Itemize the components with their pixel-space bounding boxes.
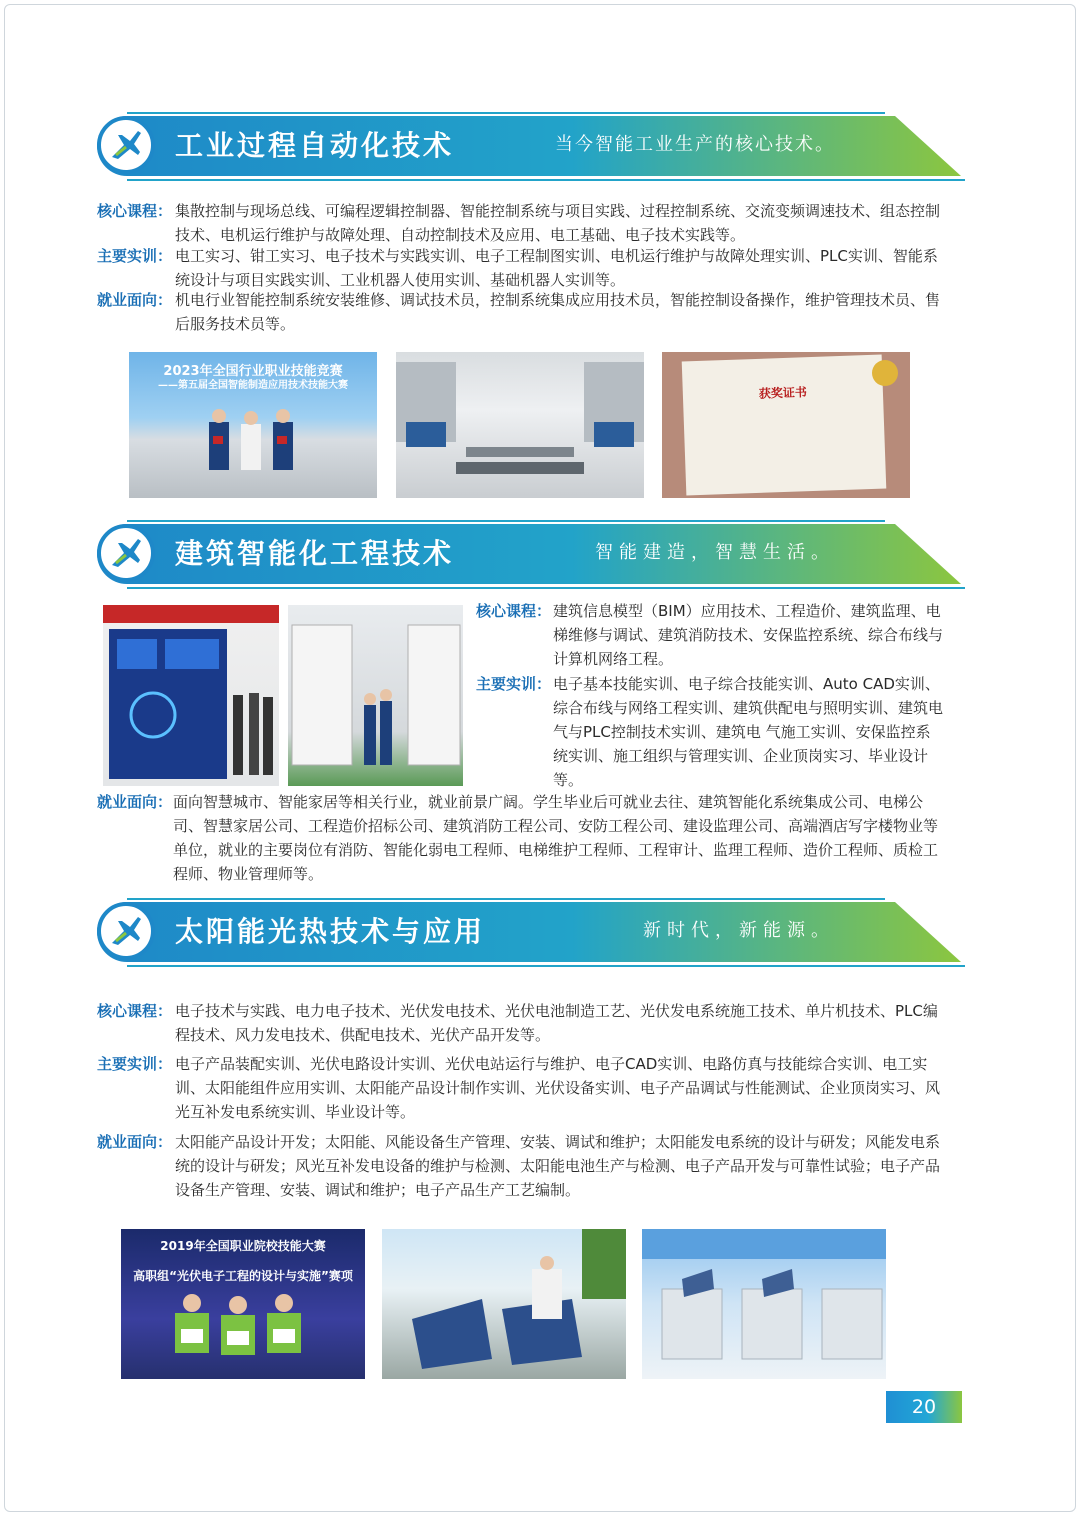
- plane-emblem-icon: [97, 902, 155, 960]
- solar-lab-photo: [642, 1229, 886, 1379]
- core-courses-row: [476, 599, 946, 671]
- section-title: 太阳能光热技术与应用: [175, 915, 486, 948]
- section-banner-building: [95, 520, 965, 590]
- core-courses-text: 建筑信息模型（BIM）应用技术、工程造价、建筑监理、电梯维修与调试、建筑消防技术、安保监控系统、综合布线与计算机网络工程。: [553, 602, 944, 668]
- section-banner-solar: [95, 898, 965, 968]
- switchgear-illustration: [288, 605, 463, 786]
- photo-subcaption: 高职组“光伏电子工程的设计与实施”赛项: [133, 1269, 353, 1283]
- career-row: [97, 790, 947, 886]
- main-training-label: 主要实训：: [97, 247, 173, 265]
- smart-building-screen-photo: [103, 605, 279, 786]
- photo-caption: 2019年全国职业院校技能大赛: [160, 1239, 326, 1253]
- photo-caption: 2023年全国行业职业技能竞赛: [163, 364, 343, 379]
- students-illustration: [121, 1229, 365, 1379]
- career-text: 面向智慧城市、智能家居等相关行业，就业前景广阔。学生毕业后可就业去往、建筑智能化系统集成公司、电梯公司、智慧家居公司、工程造价招标公司、建筑消防工程公司、安防工程公司、建设监理公司、高端酒店写字楼物业等单位，就业的主要岗位有消防、智能化弱电工程师、电梯维护工程师、工程审计、监理工程师、造价工程师、质检工程师、物业管理师等。: [173, 793, 939, 883]
- core-courses-label: 核心课程：: [476, 602, 552, 620]
- section-slogan: 当今智能工业生产的核心技术。: [555, 134, 835, 155]
- main-training-row: [97, 1052, 947, 1124]
- career-row: [97, 288, 947, 336]
- plane-emblem-icon: [97, 524, 155, 582]
- page-number: 20: [886, 1391, 962, 1423]
- plane-emblem-icon: [97, 116, 155, 174]
- lab-illustration: [396, 352, 644, 498]
- lab-illustration: [642, 1229, 886, 1379]
- core-courses-text: 电子技术与实践、电力电子技术、光伏发电技术、光伏电池制造工艺、光伏发电系统施工技术、单片机技术、PLC编程技术、风力发电技术、供配电技术、光伏产品开发等。: [175, 1002, 938, 1044]
- screen-illustration: [103, 605, 279, 786]
- photo-subcaption: ——第五届全国智能制造应用技术技能大赛: [158, 380, 348, 391]
- section-banner-automation: [95, 112, 965, 182]
- career-row: [97, 1130, 947, 1202]
- career-label: 就业面向：: [97, 291, 173, 309]
- section-title: 工业过程自动化技术: [175, 129, 455, 162]
- main-training-text: 电工实习、钳工实习、电子技术与实践实训、电子工程制图实训、电机运行维护与故障处理实训、PLC实训、智能系统设计与项目实践实训、工业机器人使用实训、基础机器人实训等。: [175, 247, 938, 289]
- main-training-label: 主要实训：: [476, 675, 552, 693]
- medal-icon: [872, 360, 898, 386]
- skills-competition-photo: [121, 1229, 365, 1379]
- section-slogan: 智能建造，智慧生活。: [595, 542, 835, 563]
- career-text: 太阳能产品设计开发；太阳能、风能设备生产管理、安装、调试和维护；太阳能发电系统的设计与研发；风能发电系统的设计与研发；风光互补发电设备的维护与检测、太阳能电池生产与检测、电子产品开发与可靠性试验；电子产品设备生产管理、安装、调试和维护；电子产品生产工艺编制。: [175, 1133, 941, 1199]
- career-label: 就业面向：: [97, 793, 173, 811]
- section-title: 建筑智能化工程技术: [175, 537, 455, 570]
- main-training-label: 主要实训：: [97, 1055, 173, 1073]
- career-text: 机电行业智能控制系统安装维修、调试技术员，控制系统集成应用技术员，智能控制设备操作，维护管理技术员、售后服务技术员等。: [175, 291, 941, 333]
- switchgear-photo: [288, 605, 463, 786]
- certificate-title: 获奖证书: [758, 385, 808, 401]
- core-courses-row: [97, 999, 947, 1047]
- students-illustration: [129, 352, 377, 498]
- solar-illustration: [382, 1229, 626, 1379]
- solar-panel-training-photo: [382, 1229, 626, 1379]
- core-courses-label: 核心课程：: [97, 202, 173, 220]
- main-training-row: [97, 244, 947, 292]
- main-training-text: 电子产品装配实训、光伏电路设计实训、光伏电站运行与维护、电子CAD实训、电路仿真与技能综合实训、电工实训、太阳能组件应用实训、太阳能产品设计制作实训、光伏设备实训、电子产品调试与性能测试、企业顶岗实习、风光互补发电系统实训、毕业设计等。: [175, 1055, 941, 1121]
- lab-photo: [396, 352, 644, 498]
- main-training-row: [476, 672, 946, 792]
- certificate-paper: [682, 355, 887, 496]
- career-label: 就业面向：: [97, 1133, 173, 1151]
- certificate-photo: [662, 352, 910, 498]
- core-courses-text: 集散控制与现场总线、可编程逻辑控制器、智能控制系统与项目实践、过程控制系统、交流变频调速技术、组态控制技术、电机运行维护与故障处理、自动控制技术及应用、电工基础、电子技术实践等。: [175, 202, 941, 244]
- main-training-text: 电子基本技能实训、电子综合技能实训、Auto CAD实训、综合布线与网络工程实训、建筑供配电与照明实训、建筑电气与PLC控制技术实训、建筑电 气施工实训、安保监控系统实训、施工组织与管理实训、企业顶岗实习、毕业设计等。: [553, 675, 944, 789]
- core-courses-row: [97, 199, 947, 247]
- section-slogan: 新时代，新能源。: [643, 920, 835, 941]
- core-courses-label: 核心课程：: [97, 1002, 173, 1020]
- competition-photo: [129, 352, 377, 498]
